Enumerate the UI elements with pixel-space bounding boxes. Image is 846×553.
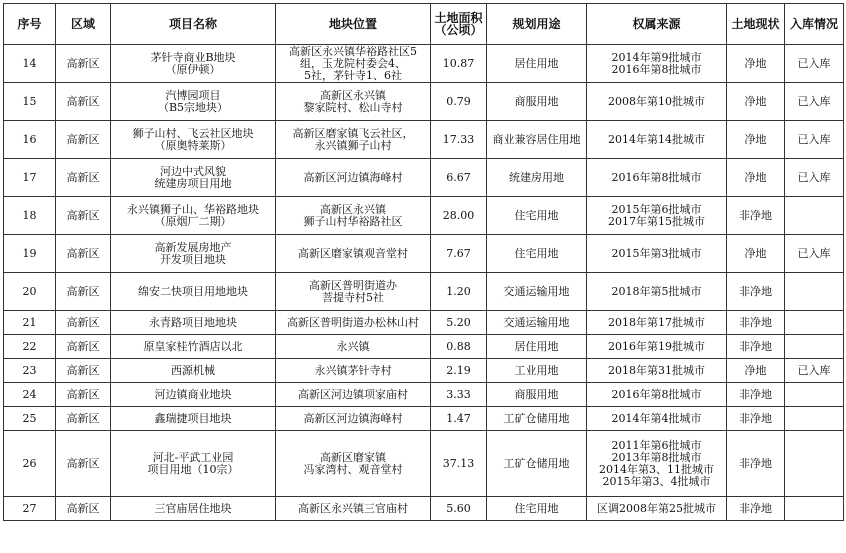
- cell-name: 河边镇商业地块: [111, 383, 276, 407]
- cell-no: 19: [4, 235, 56, 273]
- header-location: 地块位置: [276, 4, 431, 45]
- cell-entry: [785, 197, 844, 235]
- cell-area: 高新区: [56, 45, 111, 83]
- cell-area: 高新区: [56, 273, 111, 311]
- cell-entry: [785, 335, 844, 359]
- table-row: [4, 431, 844, 497]
- cell-source: 2016年第8批城市: [587, 159, 727, 197]
- cell-no: 27: [4, 497, 56, 521]
- table-row: [4, 121, 844, 159]
- cell-no: 26: [4, 431, 56, 497]
- cell-use: 住宅用地: [487, 235, 587, 273]
- cell-status: 非净地: [727, 497, 785, 521]
- cell-use: 住宅用地: [487, 197, 587, 235]
- cell-size: 3.33: [431, 383, 487, 407]
- header-use: 规划用途: [487, 4, 587, 45]
- cell-source: 2014年第14批城市: [587, 121, 727, 159]
- cell-size: 1.47: [431, 407, 487, 431]
- cell-entry: [785, 311, 844, 335]
- cell-location: 高新区磨家镇观音堂村: [276, 235, 431, 273]
- cell-no: 20: [4, 273, 56, 311]
- cell-size: 17.33: [431, 121, 487, 159]
- cell-source: 2016年第8批城市: [587, 383, 727, 407]
- cell-no: 14: [4, 45, 56, 83]
- cell-entry: 已入库: [785, 159, 844, 197]
- cell-use: 居住用地: [487, 45, 587, 83]
- cell-no: 18: [4, 197, 56, 235]
- cell-name: 河北-平武工业园 项目用地（10宗）: [111, 431, 276, 497]
- cell-size: 5.20: [431, 311, 487, 335]
- cell-location: 高新区普明街道办 菩提寺村5社: [276, 273, 431, 311]
- cell-location: 高新区河边镇海峰村: [276, 407, 431, 431]
- cell-name: 三官庙居住地块: [111, 497, 276, 521]
- cell-size: 7.67: [431, 235, 487, 273]
- cell-no: 25: [4, 407, 56, 431]
- cell-source: 2011年第6批城市 2013年第8批城市 2014年第3、11批城市 2015年第3、4批城市: [587, 431, 727, 497]
- cell-source: 2016年第19批城市: [587, 335, 727, 359]
- cell-location: 高新区河边镇海峰村: [276, 159, 431, 197]
- cell-area: 高新区: [56, 383, 111, 407]
- cell-no: 24: [4, 383, 56, 407]
- cell-name: 茅针寺商业B地块 （原伊顿）: [111, 45, 276, 83]
- table-row: [4, 197, 844, 235]
- cell-status: 非净地: [727, 431, 785, 497]
- cell-location: 高新区磨家镇飞云社区， 永兴镇狮子山村: [276, 121, 431, 159]
- cell-entry: [785, 407, 844, 431]
- land-table: [3, 3, 844, 521]
- cell-location: 高新区普明街道办松林山村: [276, 311, 431, 335]
- header-row: [4, 4, 844, 45]
- cell-use: 住宅用地: [487, 497, 587, 521]
- cell-area: 高新区: [56, 197, 111, 235]
- cell-use: 商业兼容居住用地: [487, 121, 587, 159]
- cell-source: 2008年第10批城市: [587, 83, 727, 121]
- cell-use: 交通运输用地: [487, 311, 587, 335]
- cell-name: 永青路项目地地块: [111, 311, 276, 335]
- cell-use: 工业用地: [487, 359, 587, 383]
- cell-use: 商服用地: [487, 383, 587, 407]
- cell-size: 28.00: [431, 197, 487, 235]
- cell-status: 净地: [727, 83, 785, 121]
- table-row: [4, 335, 844, 359]
- cell-name: 鑫瑞捷项目地块: [111, 407, 276, 431]
- header-source: 权属来源: [587, 4, 727, 45]
- cell-use: 工矿仓储用地: [487, 407, 587, 431]
- cell-size: 37.13: [431, 431, 487, 497]
- cell-name: 原皇家桂竹酒店以北: [111, 335, 276, 359]
- cell-size: 2.19: [431, 359, 487, 383]
- cell-location: 高新区磨家镇 冯家湾村、观音堂村: [276, 431, 431, 497]
- cell-size: 10.87: [431, 45, 487, 83]
- cell-use: 统建房用地: [487, 159, 587, 197]
- cell-source: 2015年第6批城市 2017年第15批城市: [587, 197, 727, 235]
- cell-no: 16: [4, 121, 56, 159]
- header-status: 土地现状: [727, 4, 785, 45]
- table-row: [4, 83, 844, 121]
- cell-source: 2018年第17批城市: [587, 311, 727, 335]
- cell-status: 非净地: [727, 311, 785, 335]
- cell-area: 高新区: [56, 359, 111, 383]
- cell-size: 6.67: [431, 159, 487, 197]
- header-area: 区域: [56, 4, 111, 45]
- table-row: [4, 497, 844, 521]
- cell-source: 2015年第3批城市: [587, 235, 727, 273]
- cell-no: 17: [4, 159, 56, 197]
- cell-entry: 已入库: [785, 83, 844, 121]
- table-row: [4, 273, 844, 311]
- cell-no: 15: [4, 83, 56, 121]
- cell-name: 狮子山村、飞云社区地块 （原奥特莱斯）: [111, 121, 276, 159]
- cell-use: 工矿仓储用地: [487, 431, 587, 497]
- cell-location: 高新区永兴镇华裕路社区5 组，玉龙院村委会4、 5社，茅针寺1、6社: [276, 45, 431, 83]
- header-size: 土地面积 （公顷）: [431, 4, 487, 45]
- cell-location: 高新区永兴镇 狮子山村华裕路社区: [276, 197, 431, 235]
- cell-status: 净地: [727, 121, 785, 159]
- table-row: [4, 235, 844, 273]
- cell-area: 高新区: [56, 335, 111, 359]
- cell-location: 高新区永兴镇三官庙村: [276, 497, 431, 521]
- cell-entry: [785, 383, 844, 407]
- table-row: [4, 45, 844, 83]
- cell-status: 非净地: [727, 383, 785, 407]
- cell-status: 净地: [727, 159, 785, 197]
- header-name: 项目名称: [111, 4, 276, 45]
- cell-size: 1.20: [431, 273, 487, 311]
- table-row: [4, 407, 844, 431]
- cell-name: 西源机械: [111, 359, 276, 383]
- cell-area: 高新区: [56, 431, 111, 497]
- cell-source: 区调2008年第25批城市: [587, 497, 727, 521]
- cell-entry: 已入库: [785, 235, 844, 273]
- cell-status: 非净地: [727, 273, 785, 311]
- cell-area: 高新区: [56, 235, 111, 273]
- cell-status: 非净地: [727, 407, 785, 431]
- cell-status: 非净地: [727, 335, 785, 359]
- cell-status: 净地: [727, 235, 785, 273]
- cell-entry: [785, 497, 844, 521]
- cell-status: 净地: [727, 45, 785, 83]
- cell-area: 高新区: [56, 121, 111, 159]
- cell-entry: 已入库: [785, 121, 844, 159]
- table-row: [4, 311, 844, 335]
- cell-use: 交通运输用地: [487, 273, 587, 311]
- cell-location: 永兴镇茅针寺村: [276, 359, 431, 383]
- cell-size: 0.79: [431, 83, 487, 121]
- cell-no: 23: [4, 359, 56, 383]
- cell-source: 2014年第4批城市: [587, 407, 727, 431]
- cell-location: 高新区永兴镇 黎家院村、松山寺村: [276, 83, 431, 121]
- cell-status: 非净地: [727, 197, 785, 235]
- cell-source: 2018年第31批城市: [587, 359, 727, 383]
- cell-size: 0.88: [431, 335, 487, 359]
- cell-area: 高新区: [56, 497, 111, 521]
- cell-area: 高新区: [56, 311, 111, 335]
- cell-entry: 已入库: [785, 45, 844, 83]
- table-row: [4, 159, 844, 197]
- cell-source: 2018年第5批城市: [587, 273, 727, 311]
- cell-name: 河边中式风貌 统建房项目用地: [111, 159, 276, 197]
- header-entry: 入库情况: [785, 4, 844, 45]
- cell-status: 净地: [727, 359, 785, 383]
- cell-entry: [785, 431, 844, 497]
- cell-location: 高新区河边镇项家庙村: [276, 383, 431, 407]
- cell-entry: [785, 273, 844, 311]
- cell-size: 5.60: [431, 497, 487, 521]
- cell-use: 居住用地: [487, 335, 587, 359]
- cell-no: 21: [4, 311, 56, 335]
- header-no: 序号: [4, 4, 56, 45]
- cell-area: 高新区: [56, 83, 111, 121]
- table-row: [4, 359, 844, 383]
- cell-area: 高新区: [56, 159, 111, 197]
- cell-location: 永兴镇: [276, 335, 431, 359]
- cell-name: 汽博园项目 （B5宗地块）: [111, 83, 276, 121]
- table-row: [4, 383, 844, 407]
- cell-name: 高新发展房地产 开发项目地块: [111, 235, 276, 273]
- cell-area: 高新区: [56, 407, 111, 431]
- cell-no: 22: [4, 335, 56, 359]
- cell-use: 商服用地: [487, 83, 587, 121]
- cell-entry: 已入库: [785, 359, 844, 383]
- cell-name: 绵安二快项目用地地块: [111, 273, 276, 311]
- cell-source: 2014年第9批城市 2016年第8批城市: [587, 45, 727, 83]
- cell-name: 永兴镇狮子山、华裕路地块 （原烟厂二期）: [111, 197, 276, 235]
